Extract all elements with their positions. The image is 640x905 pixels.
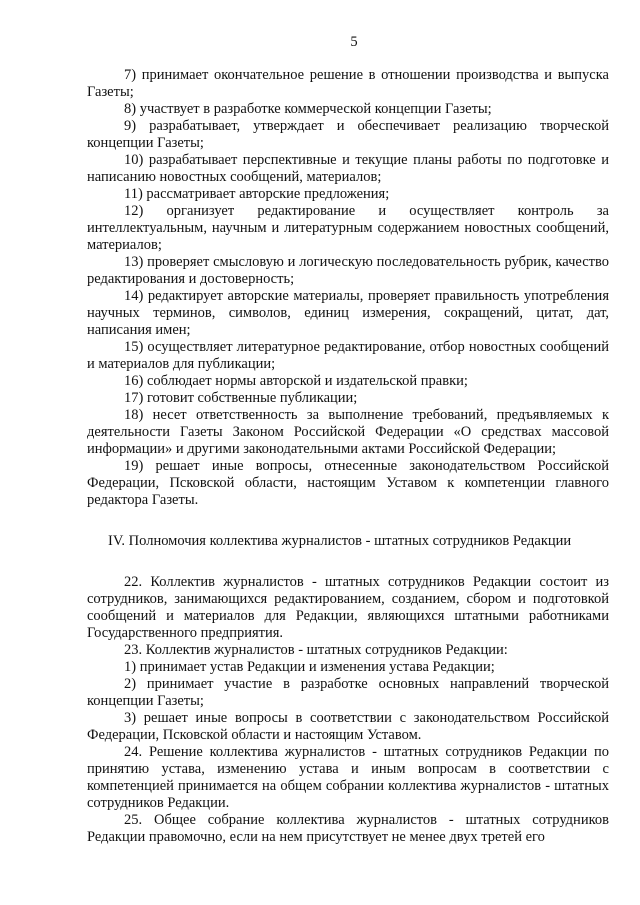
paragraph: 23. Коллектив журналистов - штатных сотрудников Редакции: [124,642,508,658]
editor-duties-list [87,67,609,509]
section-heading: IV. Полномочия коллектива журналистов - штатных сотрудников Редакции [108,533,572,549]
list-item: 13) проверяет смысловую и логическую последовательность рубрик, качество редактирования и достоверность; [87,254,609,287]
section-body [87,574,609,846]
list-item: 8) участвует в разработке коммерческой концепции Газеты; [124,101,492,117]
list-item: 10) разрабатывает перспективные и текущие планы работы по подготовке и написанию новостных сообщений, материалов; [87,152,609,185]
paragraph: 1) принимает устав Редакции и изменения устава Редакции; [124,659,495,675]
list-item: 7) принимает окончательное решение в отношении производства и выпуска Газеты; [87,67,609,100]
list-item: 18) несет ответственность за выполнение требований, предъявляемых к деятельности Газеты Законом Российской Федерации «О средствах массовой информации» и другими законодательными актами Российской Федерации; [87,407,609,457]
list-item: 16) соблюдает нормы авторской и издательской правки; [124,373,468,389]
paragraph: 25. Общее собрание коллектива журналистов - штатных сотрудников Редакции правомочно, если на нем присутствует не менее двух третей его [87,812,609,845]
list-item: 9) разрабатывает, утверждает и обеспечивает реализацию творческой концепции Газеты; [87,118,609,151]
page-number: 5 [350,34,358,50]
paragraph: 22. Коллектив журналистов - штатных сотрудников Редакции состоит из сотрудников, занимающихся редактированием, созданием, сбором и подготовкой сообщений и материалов для Редакции, являющихся штатными работниками Государственного предприятия. [87,574,609,641]
paragraph: 2) принимает участие в разработке основных направлений творческой концепции Газеты; [87,676,609,709]
paragraph: 24. Решение коллектива журналистов - штатных сотрудников Редакции по принятию устава, изменению устава и иным вопросам в соответствии с компетенцией принимается на общем собрании коллектива журналистов - штатных сотрудников Редакции. [87,744,609,811]
list-item: 17) готовит собственные публикации; [124,390,358,406]
document-page [87,34,609,846]
list-item: 11) рассматривает авторские предложения; [124,186,390,202]
list-item: 15) осуществляет литературное редактирование, отбор новостных сообщений и материалов для публикации; [87,339,609,372]
paragraph: 3) решает иные вопросы в соответствии с законодательством Российской Федерации, Псковской области и настоящим Уставом. [87,710,609,743]
list-item: 19) решает иные вопросы, отнесенные законодательством Российской Федерации, Псковской области, настоящим Уставом к компетенции главного редактора Газеты. [87,458,609,508]
list-item: 12) организует редактирование и осуществляет контроль за интеллектуальным, научным и литературным содержанием новостных сообщений, материалов; [87,203,609,253]
list-item: 14) редактирует авторские материалы, проверяет правильность употребления научных терминов, символов, единиц измерения, сокращений, цитат, дат, написания имен; [87,288,609,338]
